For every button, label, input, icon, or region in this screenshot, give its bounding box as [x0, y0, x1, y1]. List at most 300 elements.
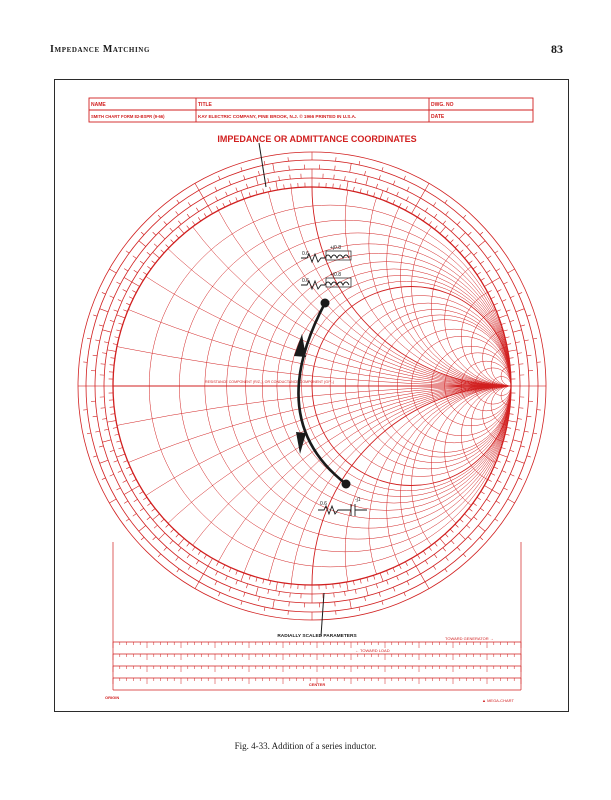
ring-tick [516, 460, 524, 463]
ring-tick [515, 342, 519, 343]
ring-tick [208, 558, 213, 566]
upper-r-label: 0.6 [302, 251, 309, 257]
ring-tick [113, 344, 117, 345]
ring-tick [123, 290, 127, 292]
ring-tick [177, 200, 179, 203]
ring-tick [492, 490, 500, 495]
ring-tick [469, 261, 473, 264]
ring-tick [508, 269, 515, 273]
ring-tick [263, 189, 264, 193]
ring-tick [473, 266, 477, 269]
ring-tick [505, 434, 509, 435]
reactance-arc [312, 386, 568, 711]
ring-tick [118, 447, 122, 448]
ring-tick [387, 188, 389, 192]
ring-tick [139, 491, 143, 493]
page-number: 83 [551, 42, 563, 56]
ring-tick [198, 551, 201, 555]
ring-tick [524, 431, 528, 432]
center-label: CENTER [308, 682, 326, 687]
ring-tick [218, 176, 220, 180]
ring-tick [110, 450, 114, 451]
ring-tick [423, 217, 426, 221]
ring-tick [276, 181, 278, 190]
ring-tick [268, 178, 269, 182]
ring-tick [376, 584, 377, 588]
ring-tick [508, 350, 517, 352]
ring-tick [236, 580, 238, 584]
ring-tick [93, 416, 97, 417]
ring-tick [425, 560, 427, 564]
ring-tick [502, 471, 506, 473]
date-label: DATE [431, 114, 445, 120]
ring-tick [199, 574, 204, 582]
ring-tick [364, 171, 365, 175]
reactance-arc [290, 80, 568, 386]
ring-tick [451, 228, 454, 231]
ring-tick [417, 213, 419, 217]
ring-tick [425, 582, 429, 589]
ring-tick [246, 584, 247, 588]
ring-tick [350, 163, 352, 172]
ring-tick [510, 450, 514, 451]
end-point [321, 299, 330, 308]
ring-tick [123, 480, 127, 482]
ring-tick [170, 228, 173, 231]
ring-tick [161, 250, 164, 253]
ring-tick [117, 315, 125, 318]
ring-tick [226, 576, 228, 580]
scales-title: RADIALLY SCALED PARAMETERS [277, 634, 357, 639]
ring-tick [429, 547, 432, 551]
ring-tick [188, 202, 191, 206]
upper-x-label: +j0.8 [330, 245, 341, 251]
ring-tick [467, 525, 470, 528]
ring-tick [246, 184, 247, 188]
ring-tick [241, 167, 242, 171]
ring-tick [204, 213, 206, 217]
ring-tick [229, 587, 231, 591]
ring-tick [501, 323, 505, 324]
ring-tick [134, 499, 138, 501]
ring-tick [223, 565, 225, 569]
upper-r-label-2: 0.6 [302, 278, 309, 284]
ring-tick [110, 414, 114, 415]
ring-tick [115, 337, 119, 338]
ring-tick [236, 571, 238, 575]
ring-tick [404, 592, 406, 596]
ring-tick [124, 269, 128, 271]
ring-tick [486, 270, 490, 272]
ring-tick [109, 269, 116, 273]
origin-label: ORIGIN [105, 695, 120, 700]
ring-tick [499, 315, 507, 318]
ring-tick [132, 282, 140, 287]
ring-tick [355, 178, 356, 182]
ring-tick [492, 278, 500, 283]
ring-tick [445, 235, 448, 238]
ring-tick [178, 221, 181, 224]
ring-tick [497, 310, 501, 312]
ring-tick [463, 215, 466, 218]
ring-tick [192, 547, 195, 551]
ring-tick [124, 278, 132, 283]
ring-tick [382, 601, 383, 605]
ring-tick [244, 175, 245, 179]
ring-tick [102, 330, 111, 332]
ring-tick [279, 176, 280, 180]
reactance-arc [345, 80, 568, 386]
ring-tick [256, 176, 258, 185]
reactance-arc [369, 386, 568, 670]
ring-tick [102, 292, 106, 294]
reactance-arc [179, 80, 568, 386]
ring-tick [533, 433, 537, 434]
ring-tick [503, 330, 507, 331]
ring-tick [258, 171, 259, 175]
ring-tick [93, 315, 97, 316]
ring-tick [416, 566, 421, 574]
ring-tick [433, 202, 436, 206]
ring-tick [524, 340, 528, 341]
ring-tick [178, 548, 181, 551]
ring-tick [366, 587, 368, 596]
ring-tick [373, 192, 374, 196]
ring-tick [464, 252, 471, 258]
ring-tick [102, 353, 106, 354]
ring-tick [176, 235, 179, 238]
ring-tick [477, 497, 481, 500]
ring-tick [188, 566, 191, 570]
ring-tick [455, 245, 458, 248]
ring-tick [429, 221, 432, 225]
ring-tick [204, 198, 209, 206]
ring-tick [474, 517, 477, 520]
ring-tick [116, 330, 120, 331]
ring-tick [153, 514, 160, 520]
ring-tick [494, 303, 498, 305]
ring-tick [527, 355, 531, 356]
ring-tick [513, 440, 522, 442]
ring-tick [355, 589, 356, 593]
ring-tick [455, 524, 458, 527]
ring-tick [117, 454, 125, 457]
ring-tick [515, 429, 519, 430]
ring-tick [123, 310, 127, 312]
ring-tick [460, 519, 463, 522]
ring-tick [434, 554, 437, 558]
ring-tick [376, 184, 377, 188]
ring-tick [407, 187, 409, 191]
ring-tick [433, 566, 436, 570]
ring-tick [196, 560, 198, 564]
ring-tick [164, 547, 167, 550]
ring-tick [153, 232, 156, 235]
upper-x-label-2: +j0.8 [330, 272, 341, 278]
ring-tick [126, 467, 130, 469]
smith-chart-svg [55, 80, 568, 711]
ring-tick [397, 192, 399, 196]
ring-tick [406, 571, 408, 575]
ring-tick [360, 579, 361, 583]
ring-tick [367, 190, 368, 194]
ring-tick [480, 261, 484, 264]
ring-tick [102, 419, 106, 420]
ring-tick [347, 181, 349, 190]
ring-tick [139, 241, 146, 247]
ring-tick [440, 538, 446, 545]
ring-tick [505, 337, 509, 338]
ring-tick [506, 461, 510, 463]
ring-tick [457, 221, 460, 224]
reactance-arc [400, 386, 568, 607]
ring-tick [425, 183, 429, 190]
ring-tick [109, 499, 116, 503]
ring-tick [497, 480, 501, 482]
reactance-arc [369, 102, 568, 386]
ring-tick [506, 310, 510, 312]
ring-tick [445, 534, 448, 537]
ring-tick [347, 582, 349, 591]
ring-tick [345, 591, 346, 595]
name-label: NAME [91, 102, 106, 108]
ring-tick [463, 554, 466, 557]
ring-tick [405, 206, 407, 210]
ring-tick [518, 292, 522, 294]
ring-tick [473, 503, 477, 506]
ring-tick [399, 565, 401, 569]
reactance-arc [400, 165, 568, 386]
ring-tick [423, 551, 426, 555]
ring-tick [507, 344, 511, 345]
ring-tick [393, 587, 395, 591]
ring-tick [133, 256, 137, 259]
ring-tick [161, 519, 164, 522]
ring-tick [124, 490, 132, 495]
ring-tick [510, 296, 514, 298]
ring-tick [488, 514, 492, 517]
ring-tick [380, 191, 383, 199]
ring-tick [208, 206, 213, 214]
ring-tick [166, 524, 169, 527]
ring-tick [104, 429, 108, 430]
ring-tick [417, 555, 419, 559]
ring-tick [513, 330, 522, 332]
ring-tick [450, 240, 453, 243]
ring-tick [258, 597, 259, 601]
ring-tick [359, 607, 360, 611]
ring-tick [139, 525, 146, 531]
ring-tick [256, 190, 257, 194]
ring-tick [154, 525, 157, 528]
ring-tick [496, 269, 500, 271]
ring-tick [387, 197, 389, 201]
ring-tick [158, 554, 161, 557]
ring-tick [480, 232, 483, 235]
ring-tick [171, 529, 174, 532]
ring-tick [141, 232, 144, 235]
ring-tick [478, 241, 485, 247]
ring-tick [382, 167, 383, 171]
ring-tick [95, 340, 99, 341]
ring-tick [110, 296, 114, 298]
ring-tick [110, 474, 114, 476]
ring-tick [359, 161, 360, 165]
ring-tick [216, 206, 218, 210]
ring-tick [284, 583, 285, 587]
ring-tick [273, 600, 275, 609]
ring-tick [477, 272, 481, 275]
ring-tick [241, 573, 244, 581]
ring-tick [284, 184, 285, 188]
ring-tick [143, 272, 147, 275]
ring-tick [366, 176, 368, 185]
ring-tick [110, 358, 114, 359]
ring-tick [508, 499, 515, 503]
dwg-label: DWG. NO [431, 102, 454, 108]
ring-tick [527, 416, 531, 417]
ring-tick [353, 187, 354, 191]
ring-tick [241, 601, 242, 605]
ring-tick [480, 537, 483, 540]
ring-tick [176, 557, 179, 561]
ring-tick [421, 574, 426, 582]
ring-tick [164, 221, 167, 224]
ring-tick [445, 569, 447, 572]
publisher-line: KAY ELECTRIC COMPANY, PINE BROOK, N.J. © 1966 PRINTED IN U.S.A. [198, 114, 357, 119]
ring-tick [340, 583, 341, 587]
ring-tick [469, 509, 473, 512]
lower-x-label: -j1 [355, 497, 361, 503]
ring-tick [460, 250, 463, 253]
reactance-arc [179, 386, 568, 711]
ring-tick [504, 488, 508, 490]
ring-tick [132, 486, 140, 491]
ring-tick [264, 607, 265, 611]
ring-tick [236, 197, 238, 201]
reactance-arc [262, 386, 568, 711]
ring-tick [147, 503, 151, 506]
ring-tick [99, 325, 103, 326]
ring-tick [508, 421, 517, 423]
figure-caption: Fig. 4-33. Addition of a series inductor. [234, 741, 377, 751]
ring-tick [159, 533, 165, 539]
ring-tick [124, 501, 128, 503]
reactance-arc [55, 80, 568, 386]
ring-tick [147, 252, 150, 255]
ring-tick [340, 184, 341, 188]
ring-tick [416, 198, 421, 206]
ring-tick [198, 217, 201, 221]
ring-tick [495, 519, 498, 521]
ring-tick [273, 163, 275, 172]
ring-tick [87, 338, 91, 339]
ring-tick [118, 300, 122, 302]
ring-tick [504, 282, 508, 284]
ring-tick [154, 244, 157, 247]
ring-tick [158, 215, 161, 218]
ring-tick [521, 325, 525, 326]
ring-tick [488, 290, 492, 292]
ring-tick [176, 534, 179, 537]
ring-tick [264, 161, 265, 165]
ring-tick [110, 320, 114, 321]
smith-grid [55, 80, 568, 711]
ring-tick [393, 181, 395, 185]
ring-tick [494, 467, 498, 469]
ring-tick [102, 440, 111, 442]
ring-tick [270, 581, 271, 585]
reactance-arc [55, 80, 568, 386]
ring-tick [491, 297, 495, 299]
ring-tick [170, 541, 173, 544]
ring-tick [192, 221, 195, 225]
ring-tick [132, 479, 136, 481]
ring-tick [107, 421, 116, 423]
ring-tick [256, 587, 258, 596]
start-point [342, 480, 351, 489]
ring-tick [468, 232, 471, 235]
ring-tick [152, 261, 156, 264]
ring-tick [263, 579, 264, 583]
ring-tick [412, 558, 417, 566]
ring-tick [215, 187, 217, 191]
ring-tick [474, 252, 477, 255]
ring-tick [87, 433, 91, 434]
ring-tick [481, 278, 485, 280]
ring-tick [450, 529, 453, 532]
ring-tick [187, 226, 190, 230]
reactance-arc [445, 386, 568, 519]
ring-tick [129, 297, 133, 299]
ring-tick [104, 342, 108, 343]
ring-tick [503, 441, 507, 442]
ring-tick [99, 446, 103, 447]
ring-tick [196, 208, 198, 212]
ring-tick [517, 419, 521, 420]
ring-tick [118, 471, 122, 473]
ring-tick [147, 266, 151, 269]
ring-tick [387, 571, 389, 575]
ring-tick [495, 251, 498, 253]
ring-tick [350, 600, 352, 609]
ring-tick [123, 461, 127, 463]
ring-tick [405, 562, 407, 566]
ring-tick [236, 188, 238, 192]
ring-tick [100, 460, 108, 463]
ring-tick [116, 488, 120, 490]
form-id: SMITH CHART FORM 82-BSPR (9-66) [91, 114, 165, 119]
ring-tick [187, 214, 190, 218]
reactance-arc [290, 386, 568, 711]
ring-tick [226, 192, 228, 196]
ring-tick [468, 537, 471, 540]
ring-tick [407, 581, 409, 585]
ring-tick [443, 221, 446, 224]
ring-tick [216, 562, 218, 566]
ring-tick [412, 206, 417, 214]
ring-tick [187, 543, 190, 547]
ring-tick [491, 473, 495, 475]
ring-tick [126, 303, 130, 305]
ring-tick [147, 517, 150, 520]
ring-tick [379, 175, 380, 179]
ring-tick [126, 519, 129, 521]
ring-tick [527, 315, 531, 316]
ring-tick [107, 350, 116, 352]
lower-r-label: 0.6 [320, 501, 327, 507]
ring-tick [421, 190, 426, 198]
